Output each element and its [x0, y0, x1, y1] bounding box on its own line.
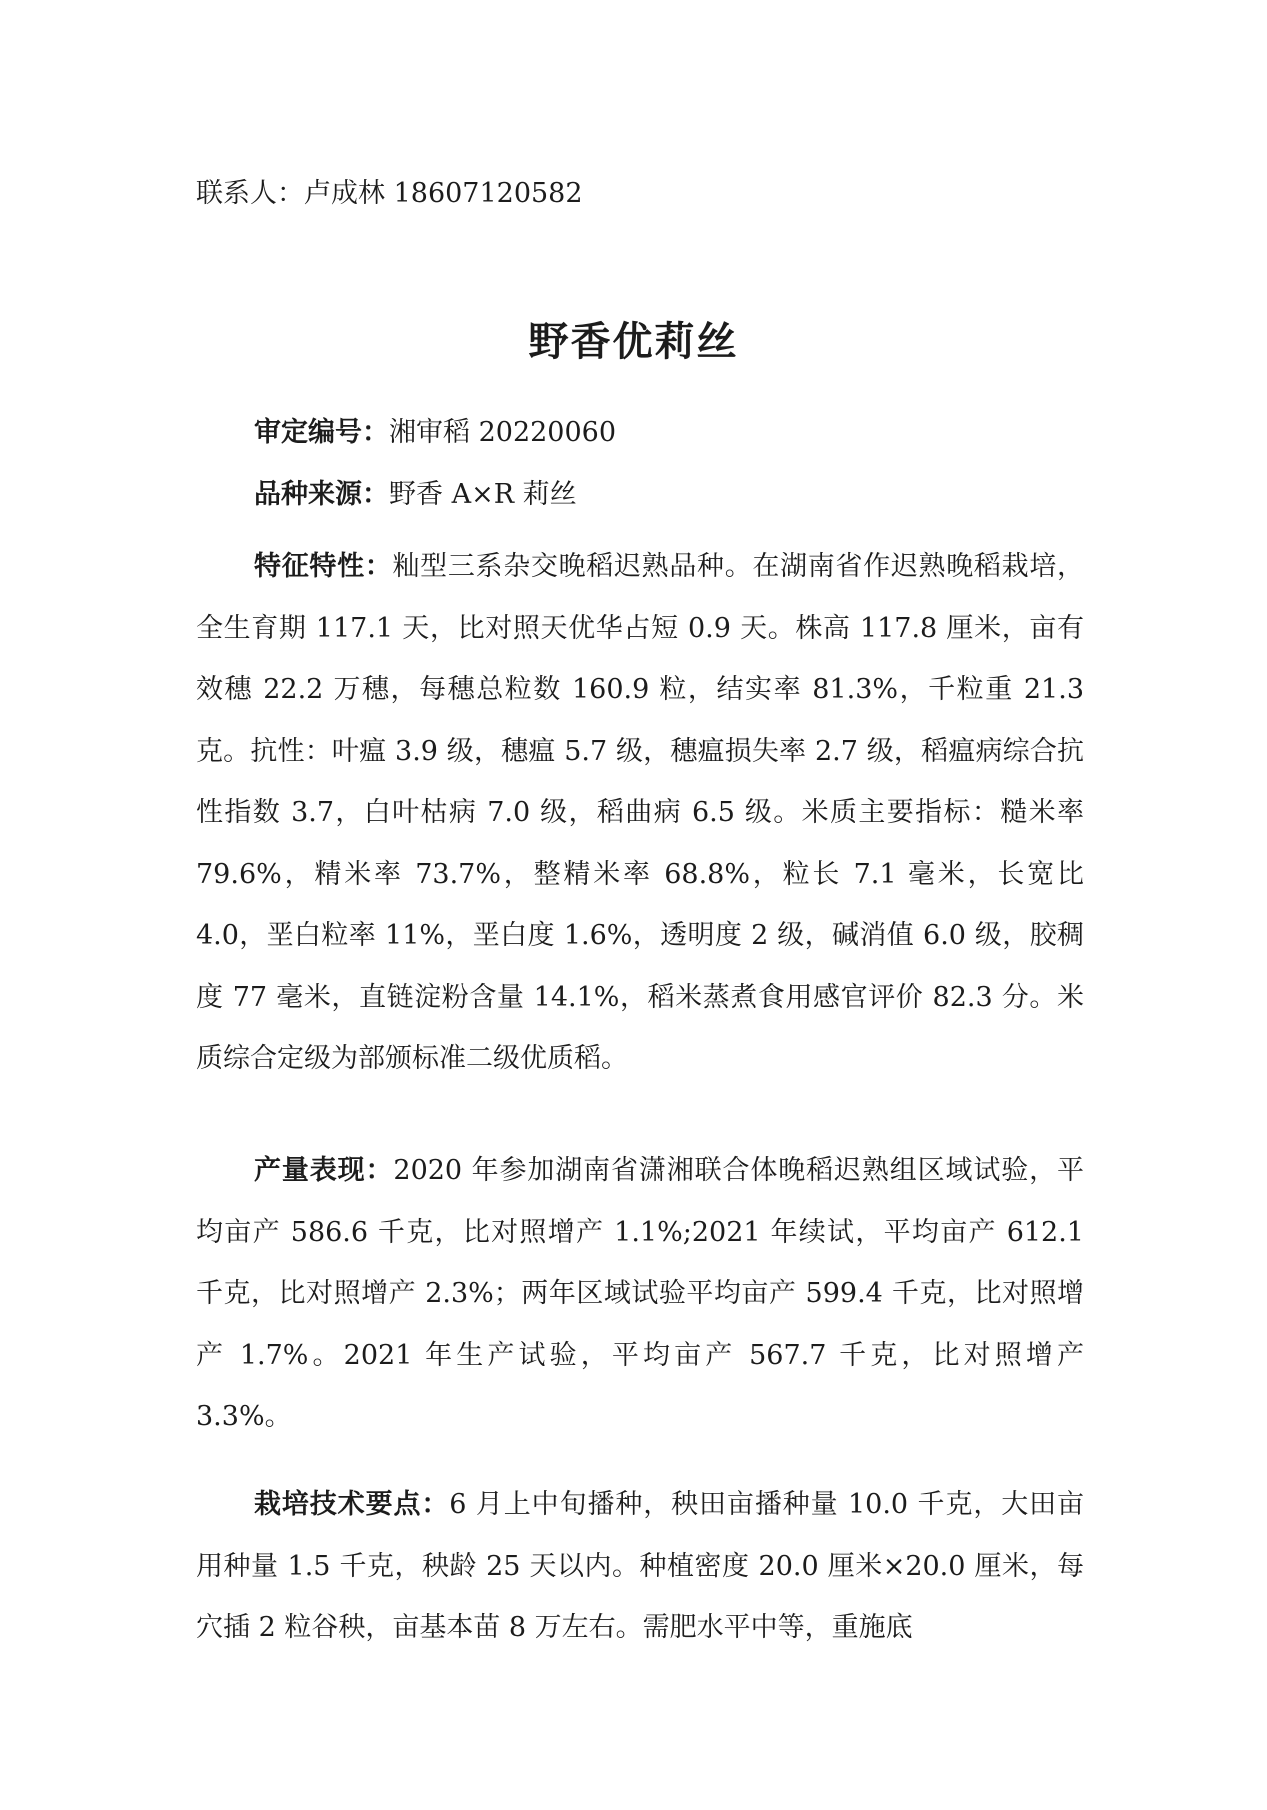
- features-text: 籼型三系杂交晚稻迟熟品种。在湖南省作迟熟晚稻栽培，全生育期 117.1 天，比对照天优华占短 0.9 天。株高 117.8 厘米，亩有效穗 22.2 万穗，每穗总粒数 160.9 粒，结实率 81.3%，千粒重 21.3 克。抗性：叶瘟 3.9 级，穗瘟 5.7 级，穗瘟损失率 2.7 级，稻瘟病综合抗性指数 3.7，白叶枯病 7.0 级，稻曲病 6.5 级。米质主要指标：糙米率 79.6%，精米率 73.7%，整精米率 68.8%，粒长 7.1 毫米，长宽比 4.0，垩白粒率 11%，垩白度 1.6%，透明度 2 级，碱消值 6.0 级，胶稠度 77 毫米，直链淀粉含量 14.1%，稻米蒸煮食用感官评价 82.3 分。米质综合定级为部颁标准二级优质稻。: [196, 551, 1085, 1074]
- features-label: 特征特性：: [254, 551, 393, 582]
- page-title: 野香优莉丝: [528, 319, 739, 365]
- yield-paragraph: [196, 1140, 1084, 1448]
- cultivation-label: 栽培技术要点：: [254, 1489, 450, 1520]
- contact-line: 联系人：卢成林 18607120582: [196, 178, 583, 209]
- variety-source-label: 品种来源：: [254, 479, 389, 510]
- approval-number-line: [254, 413, 616, 453]
- approval-number-label: 审定编号：: [254, 417, 389, 448]
- approval-number-value: 湘审稻 20220060: [389, 417, 617, 448]
- cultivation-paragraph: [196, 1474, 1084, 1659]
- variety-source-value: 野香 A×R 莉丝: [389, 479, 577, 510]
- cultivation-text: 6 月上中旬播种，秧田亩播种量 10.0 千克，大田亩用种量 1.5 千克，秧龄 25 天以内。种植密度 20.0 厘米×20.0 厘米，每穴插 2 粒谷秧，亩基本苗 8 万左右。需肥水平中等，重施底: [196, 1489, 1085, 1643]
- yield-label: 产量表现：: [254, 1155, 394, 1186]
- yield-text: 2020 年参加湖南省潇湘联合体晚稻迟熟组区域试验，平均亩产 586.6 千克，比对照增产 1.1%;2021 年续试，平均亩产 612.1 千克，比对照增产 2.3%；两年区域试验平均亩产 599.4 千克，比对照增产 1.7%。2021 年生产试验，平均亩产 567.7 千克，比对照增产 3.3%。: [196, 1155, 1084, 1432]
- variety-source-line: [254, 475, 577, 515]
- features-paragraph: [196, 536, 1084, 1090]
